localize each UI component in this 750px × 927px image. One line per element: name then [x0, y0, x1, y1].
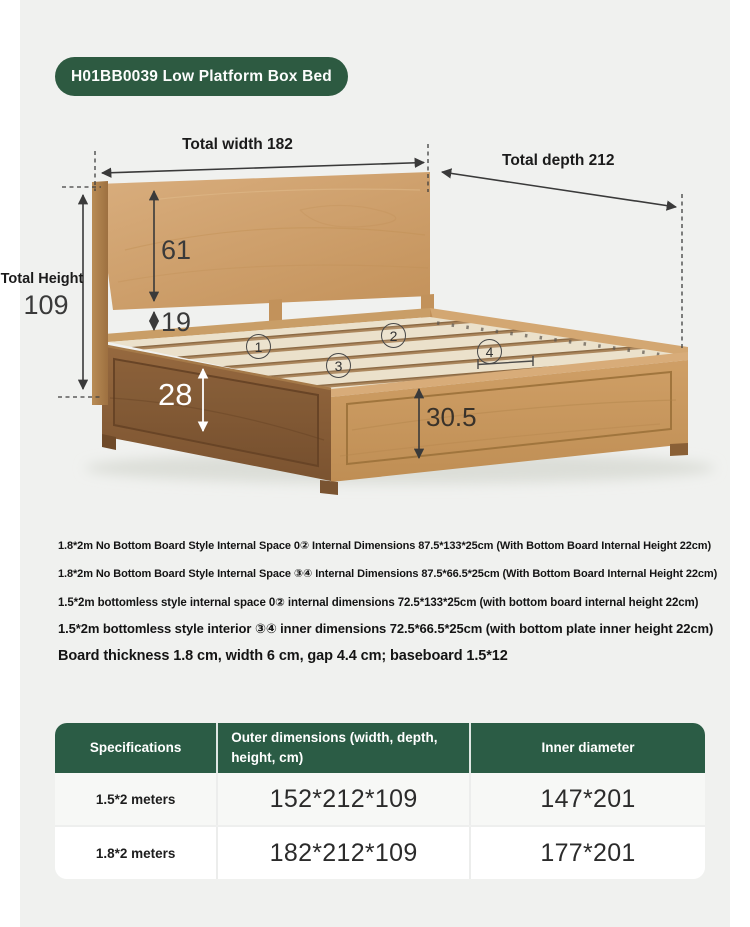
cell-outer-dimensions: 182*212*109	[216, 827, 469, 879]
foot-height-value: 30.5	[426, 402, 477, 432]
total-height-label: Total Height	[0, 271, 84, 287]
product-model-label: H01BB0039 Low Platform Box Bed	[71, 67, 332, 85]
note-line-1: 1.8*2m No Bottom Board Style Internal Space 0② Internal Dimensions 87.5*133*25cm (With Bottom Board Internal Height 22cm)	[58, 540, 712, 552]
cell-spec-size: 1.5*2 meters	[95, 791, 176, 807]
base-height-value: 28	[158, 377, 193, 412]
specifications-table	[55, 723, 705, 879]
total-height-value: 109	[23, 290, 69, 320]
headboard-height-value: 61	[161, 235, 192, 265]
col-header-inner-diameter: Inner diameter	[469, 723, 705, 773]
total-depth-label: Total depth 212	[502, 152, 615, 169]
col-header-specifications: Specifications	[89, 739, 182, 755]
headboard-leg-left	[92, 181, 108, 405]
depth-arrow	[442, 172, 676, 207]
cell-inner-diameter: 177*201	[469, 827, 705, 879]
slat-zone-marker-3: 3	[326, 353, 351, 378]
table-header-row	[55, 723, 705, 773]
slat-zone-marker-4: 4	[477, 339, 502, 364]
headboard-gap-value: 19	[161, 307, 192, 337]
note-line-3: 1.5*2m bottomless style internal space 0② internal dimensions 72.5*133*25cm (with bottom board internal height 22cm)	[58, 597, 699, 609]
cell-outer-dimensions: 152*212*109	[216, 773, 469, 825]
cell-spec-size: 1.8*2 meters	[95, 845, 176, 861]
headboard-panel	[96, 172, 430, 310]
total-width-label: Total width 182	[182, 136, 293, 153]
slat-zone-marker-2: 2	[381, 323, 406, 348]
table-row	[55, 825, 705, 879]
note-line-5: Board thickness 1.8 cm, width 6 cm, gap 4.4 cm; baseboard 1.5*12	[58, 648, 508, 664]
width-arrow	[102, 163, 424, 174]
foot-right	[670, 443, 688, 456]
table-row	[55, 773, 705, 825]
slat-zone-marker-1: 1	[246, 334, 271, 359]
note-line-4: 1.5*2m bottomless style interior ③④ inner dimensions 72.5*66.5*25cm (with bottom plate inner height 22cm)	[58, 621, 714, 636]
foot-corner	[320, 480, 338, 495]
col-header-outer-dimensions: Outer dimensions (width, depth, height, cm)	[216, 723, 469, 773]
note-line-2: 1.8*2m No Bottom Board Style Internal Space ③④ Internal Dimensions 87.5*66.5*25cm (With Bottom Board Internal Height 22cm)	[58, 568, 718, 580]
cell-inner-diameter: 147*201	[469, 773, 705, 825]
